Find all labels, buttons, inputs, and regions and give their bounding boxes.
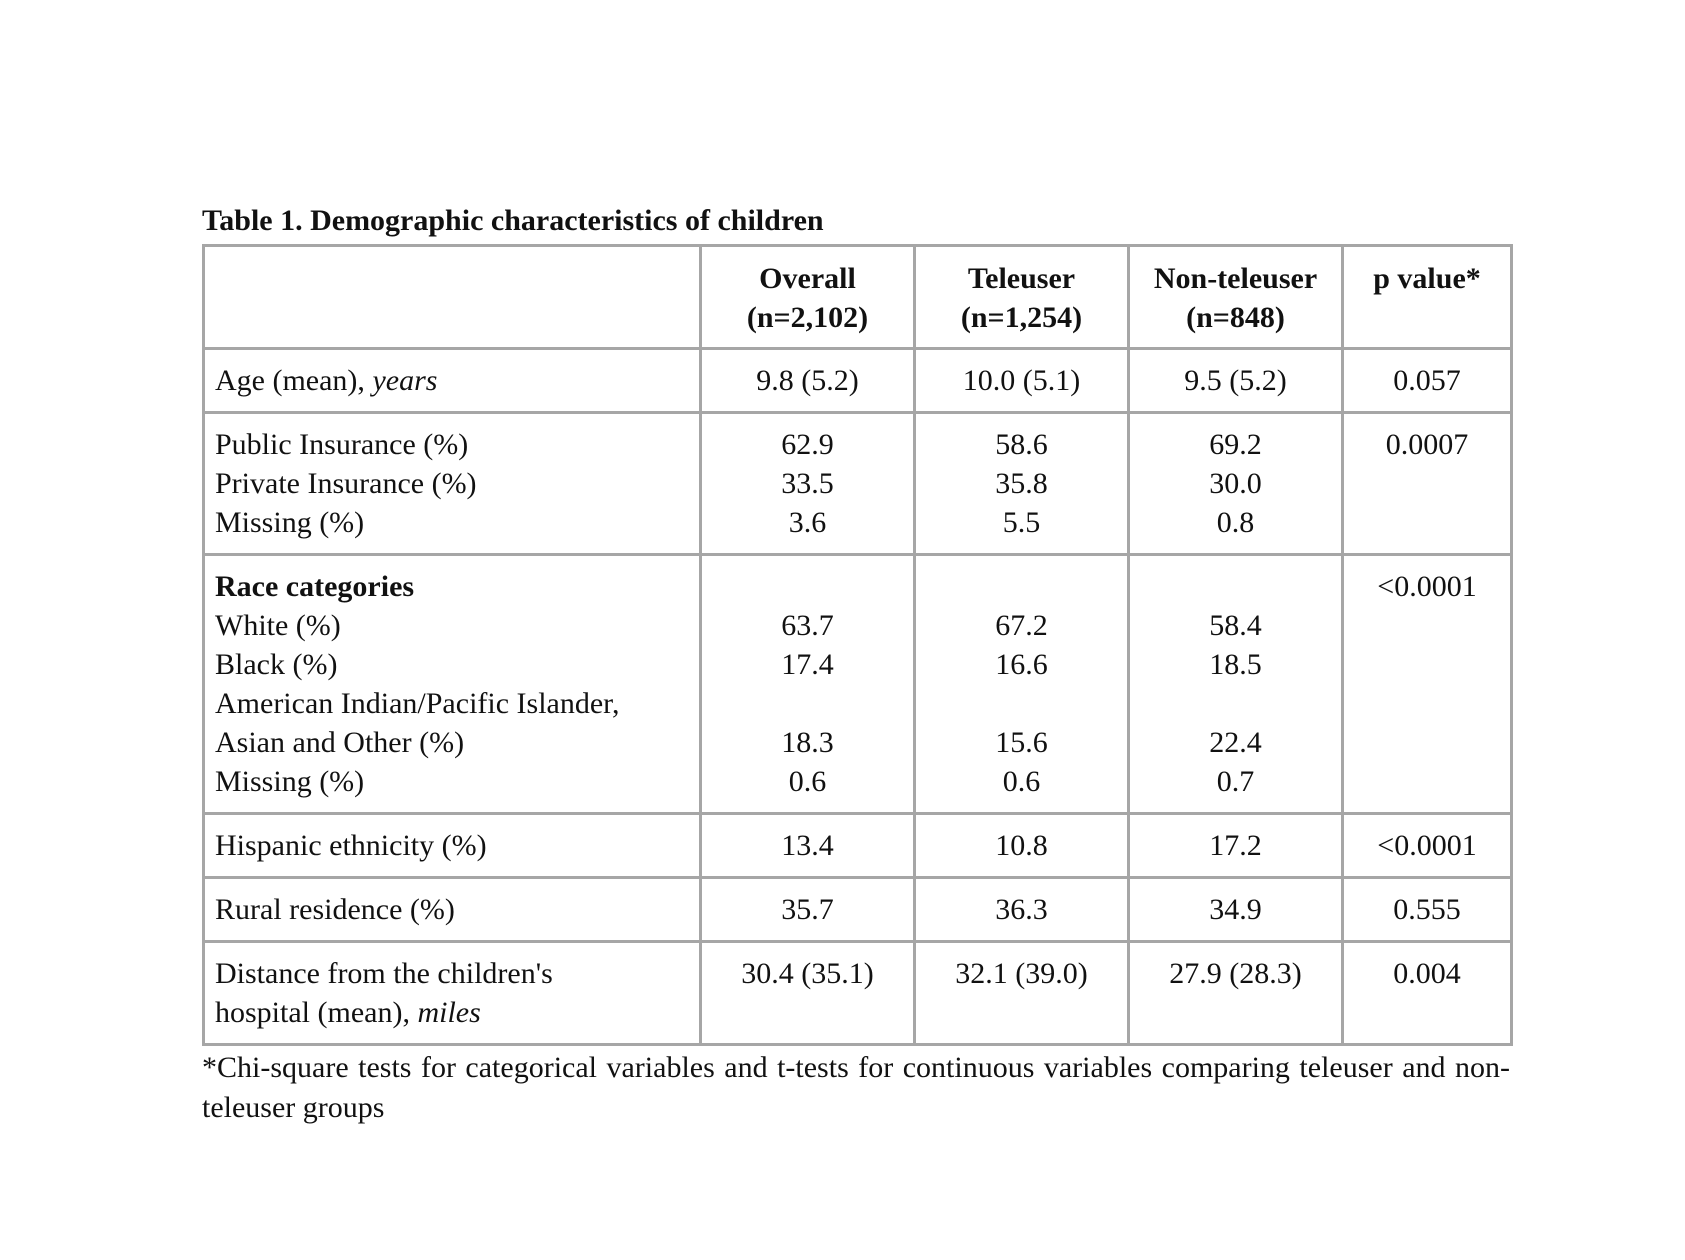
value-line: 33.5 (781, 467, 834, 500)
value-line: 0.6 (788, 765, 827, 798)
value-line: 18.5 (1209, 648, 1262, 681)
table-footnote: *Chi-square tests for categorical variables and t-tests for continuous variables comparing teleuser and non-teleuser groups (202, 1051, 1510, 1124)
row-label (204, 413, 701, 555)
cell-teleuser: 32.1 (39.0) (915, 942, 1129, 1045)
value-line: 16.6 (995, 648, 1048, 681)
value-line: 18.3 (781, 726, 834, 759)
cell-overall: 35.7 (701, 878, 915, 942)
document-page (202, 203, 1510, 1128)
cell-teleuser: 10.0 (5.1) (915, 349, 1129, 413)
section-heading: Race categories (215, 570, 415, 603)
cell-pvalue: <0.0001 (1343, 814, 1512, 878)
header-line: Teleuser (967, 262, 1076, 295)
label-line: Private Insurance (%) (215, 467, 477, 500)
value-line: 35.8 (995, 467, 1048, 500)
table-row-rural (204, 878, 1512, 942)
label-line: Missing (%) (215, 765, 365, 798)
demographics-table (202, 244, 1513, 1046)
value-line: 0.0007 (1385, 428, 1469, 461)
value-line: 5.5 (1002, 506, 1041, 539)
value-line: 15.6 (995, 726, 1048, 759)
spacer (1140, 567, 1331, 606)
cell-teleuser: 36.3 (915, 878, 1129, 942)
label-line (215, 993, 689, 1032)
cell-overall: 13.4 (701, 814, 915, 878)
value-line: 63.7 (781, 609, 834, 642)
label-text: Age (mean), (215, 364, 373, 397)
spacer (926, 567, 1117, 606)
header-cell-pvalue (1343, 246, 1512, 349)
cell-overall: 30.4 (35.1) (701, 942, 915, 1045)
cell-nonteleuser: 17.2 (1129, 814, 1343, 878)
spacer (926, 684, 1117, 723)
value-line: 0.8 (1216, 506, 1255, 539)
value-line: 0.6 (1002, 765, 1041, 798)
row-label: Rural residence (%) (204, 878, 701, 942)
cell-nonteleuser: 34.9 (1129, 878, 1343, 942)
row-label (204, 349, 701, 413)
cell-overall (701, 555, 915, 814)
cell-nonteleuser: 9.5 (5.2) (1129, 349, 1343, 413)
header-line: (n=848) (1186, 301, 1285, 334)
value-line: 17.4 (781, 648, 834, 681)
label-line: Missing (%) (215, 506, 365, 539)
label-text: hospital (mean), (215, 996, 418, 1029)
table-header-row (204, 246, 1512, 349)
table-row-insurance (204, 413, 1512, 555)
table-row-age (204, 349, 1512, 413)
cell-nonteleuser (1129, 555, 1343, 814)
table-caption: Table 1. Demographic characteristics of children (202, 204, 824, 237)
header-line: Non-teleuser (1153, 262, 1318, 295)
cell-nonteleuser (1129, 413, 1343, 555)
cell-nonteleuser: 27.9 (28.3) (1129, 942, 1343, 1045)
value-line: 3.6 (788, 506, 827, 539)
row-label (204, 555, 701, 814)
spacer (712, 567, 903, 606)
cell-pvalue (1343, 555, 1512, 814)
value-line: 0.7 (1216, 765, 1255, 798)
cell-overall: 9.8 (5.2) (701, 349, 915, 413)
header-line: (n=2,102) (746, 301, 869, 334)
label-line: Public Insurance (%) (215, 428, 469, 461)
spacer (712, 684, 903, 723)
value-line: 69.2 (1209, 428, 1262, 461)
table-row-distance (204, 942, 1512, 1045)
value-line: 22.4 (1209, 726, 1262, 759)
header-cell-overall (701, 246, 915, 349)
value-line: 62.9 (781, 428, 834, 461)
table-row-race (204, 555, 1512, 814)
row-label: Hispanic ethnicity (%) (204, 814, 701, 878)
header-line: Overall (759, 262, 856, 295)
cell-teleuser (915, 555, 1129, 814)
label-unit: years (372, 364, 438, 397)
value-line: 58.4 (1209, 609, 1262, 642)
header-line: (n=1,254) (960, 301, 1083, 334)
table-row-hispanic (204, 814, 1512, 878)
header-line: p value* (1373, 262, 1481, 295)
label-unit: miles (417, 996, 481, 1029)
cell-pvalue: 0.057 (1343, 349, 1512, 413)
label-line: American Indian/Pacific Islander, (215, 687, 620, 720)
spacer (1140, 684, 1331, 723)
label-line: Asian and Other (%) (215, 726, 465, 759)
value-line: 67.2 (995, 609, 1048, 642)
value-line: 58.6 (995, 428, 1048, 461)
label-line: Distance from the children's (215, 957, 553, 990)
header-cell-label (204, 246, 701, 349)
value-line: 30.0 (1209, 467, 1262, 500)
cell-teleuser: 10.8 (915, 814, 1129, 878)
label-line: Black (%) (215, 648, 338, 681)
cell-pvalue: 0.555 (1343, 878, 1512, 942)
value-line: <0.0001 (1377, 570, 1477, 603)
cell-pvalue (1343, 413, 1512, 555)
row-label (204, 942, 701, 1045)
header-cell-nonteleuser (1129, 246, 1343, 349)
header-cell-teleuser (915, 246, 1129, 349)
cell-overall (701, 413, 915, 555)
label-line: White (%) (215, 609, 341, 642)
cell-pvalue: 0.004 (1343, 942, 1512, 1045)
cell-teleuser (915, 413, 1129, 555)
